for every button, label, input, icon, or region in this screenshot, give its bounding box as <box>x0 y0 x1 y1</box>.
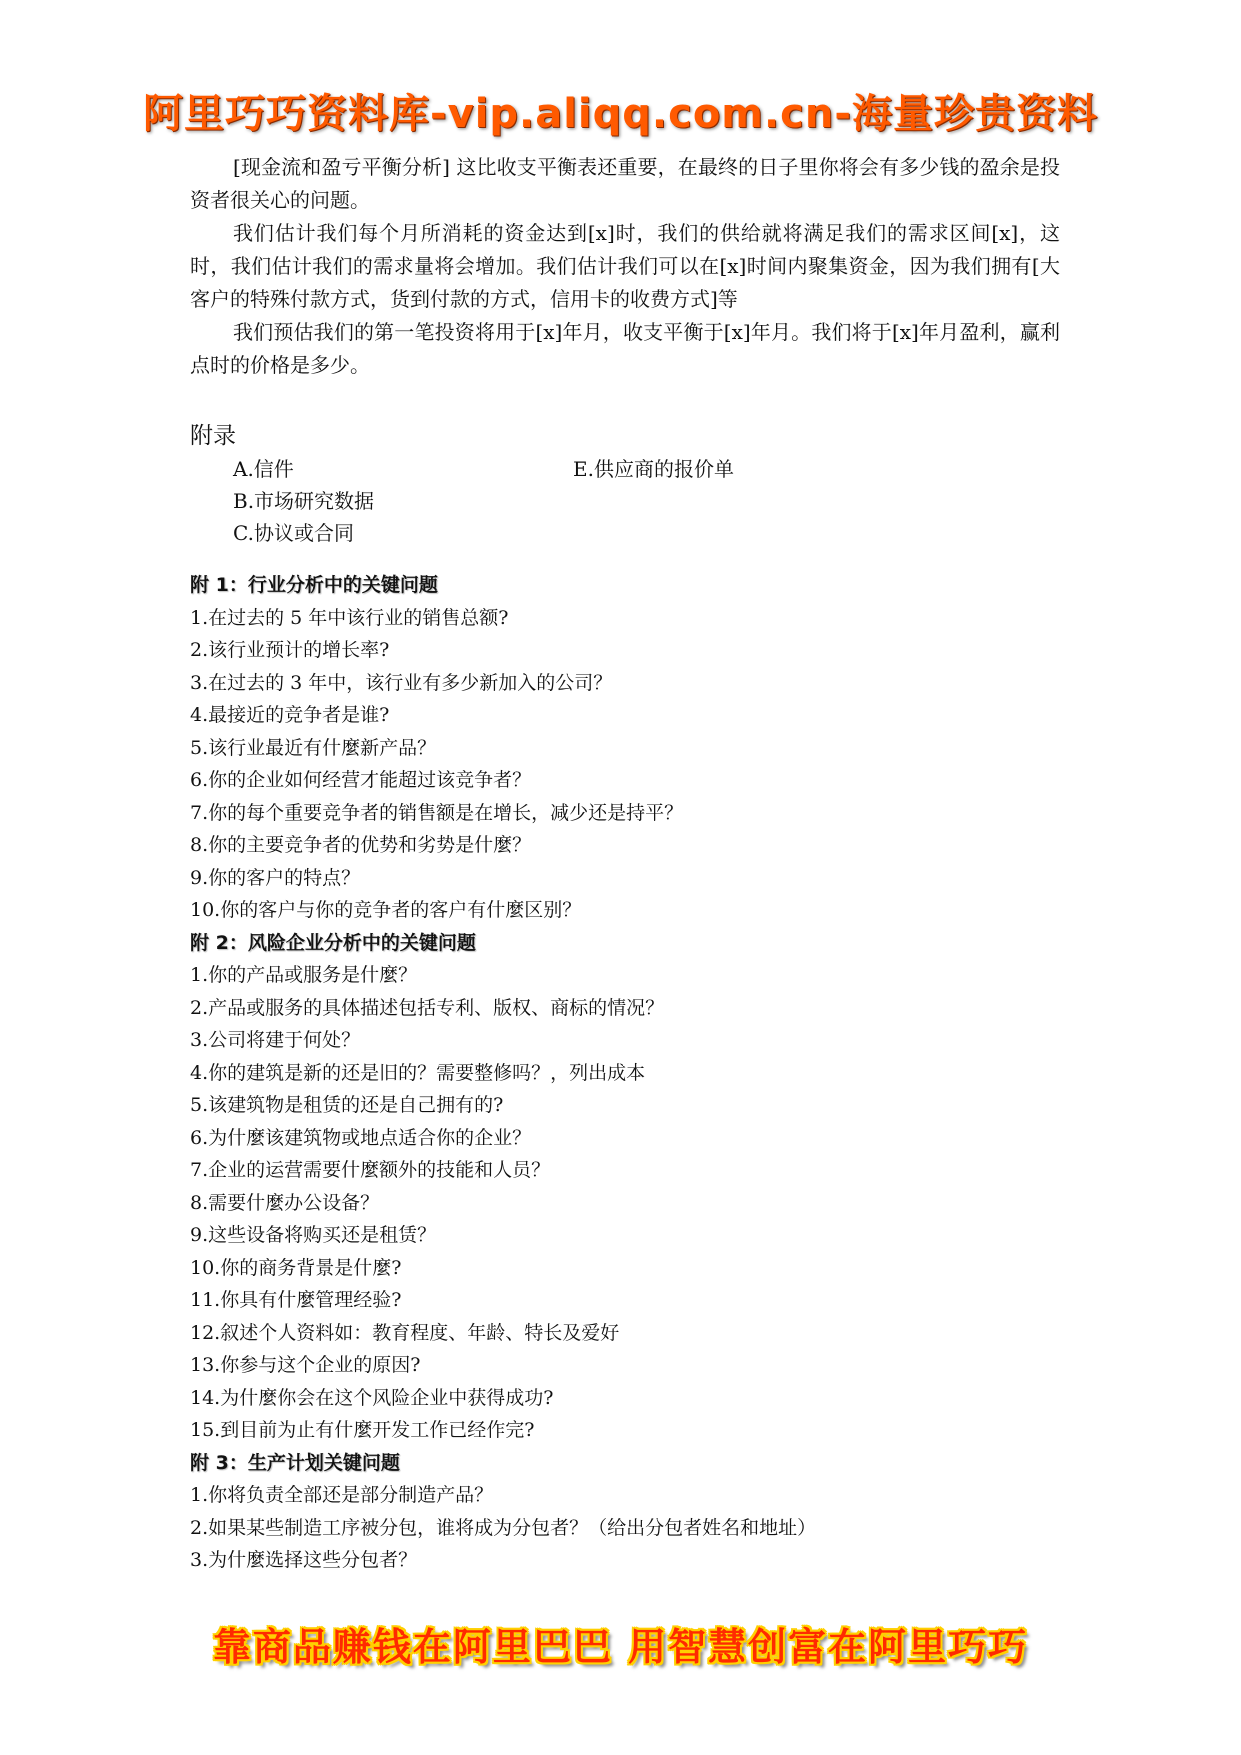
appendix-item-c: C.协议或合同 <box>233 521 354 545</box>
appendix-item-a: A.信件 <box>233 457 294 481</box>
list-item: 15.到目前为止有什麼开发工作已经作完? <box>190 1419 535 1441</box>
list-item: 1.你将负责全部还是部分制造产品？ <box>190 1484 494 1506</box>
list-item: 5.该行业最近有什麼新产品？ <box>190 736 437 759</box>
section-3-questions <box>190 1479 1060 1577</box>
appendix-list <box>233 453 1060 549</box>
list-item: 8.你的主要竞争者的优势和劣势是什麼？ <box>190 834 532 856</box>
footer-banner: 靠商品赚钱在阿里巴巴 用智慧创富在阿里巧巧 <box>212 1625 1029 1669</box>
list-item: 10.你的客户与你的竞争者的客户有什麼区别？ <box>190 899 582 921</box>
paragraph-funding: 我们估计我们每个月所消耗的资金达到[x]时，我们的供给就将满足我们的需求区间[x]，这时，我们估计我们的需求量将会增加。我们估计我们可以在[x]时间内聚集资金，因为我们拥有[大客户的特殊付款方式，货到付款的方式，信用卡的收费方式]等 <box>190 221 1060 311</box>
list-item: 4.最接近的竞争者是谁? <box>190 704 390 726</box>
list-item: 14.为什麼你会在这个风险企业中获得成功? <box>190 1386 554 1409</box>
list-item: 5.该建筑物是租赁的还是自己拥有的? <box>190 1094 504 1116</box>
list-item: 13.你参与这个企业的原因? <box>190 1354 421 1376</box>
section-1-heading: 附 1：行业分析中的关键问题 <box>190 574 438 596</box>
list-item: 2.产品或服务的具体描述包括专利、版权、商标的情况？ <box>190 996 665 1019</box>
section-1-questions <box>190 602 1060 927</box>
appendix-item-empty-2 <box>573 517 973 549</box>
appendix-item-e: E.供应商的报价单 <box>573 457 734 481</box>
list-item: 1.你的产品或服务是什麼？ <box>190 964 418 986</box>
list-item: 8.需要什麼办公设备？ <box>190 1191 380 1214</box>
list-item: 2.如果某些制造工序被分包，谁将成为分包者？（给出分包者姓名和地址） <box>190 1516 817 1539</box>
list-item: 9.这些设备将购买还是租赁？ <box>190 1224 437 1246</box>
list-item: 1.在过去的 5 年中该行业的销售总额? <box>190 606 509 629</box>
list-item: 12.叙述个人资料如：教育程度、年龄、特长及爱好 <box>190 1321 620 1344</box>
list-item: 9.你的客户的特点？ <box>190 866 361 889</box>
list-item: 6.你的企业如何经营才能超过该竞争者？ <box>190 769 532 791</box>
section-3-heading: 附 3：生产计划关键问题 <box>190 1451 400 1474</box>
appendix-item-empty-1 <box>573 485 973 517</box>
list-item: 7.企业的运营需要什麼额外的技能和人员？ <box>190 1159 551 1181</box>
section-2-heading: 附 2：风险企业分析中的关键问题 <box>190 931 476 954</box>
appendix-title: 附录 <box>190 423 236 449</box>
list-item: 3.在过去的 3 年中，该行业有多少新加入的公司？ <box>190 671 613 694</box>
list-item: 2.该行业预计的增长率? <box>190 639 390 661</box>
list-item: 7.你的每个重要竞争者的销售额是在增长，减少还是持平？ <box>190 801 684 824</box>
appendix-item-b: B.市场研究数据 <box>233 489 375 513</box>
paragraph-investment: 我们预估我们的第一笔投资将用于[x]年月，收支平衡于[x]年月。我们将于[x]年月盈利，赢利点时的价格是多少。 <box>190 320 1060 377</box>
list-item: 11.你具有什麼管理经验? <box>190 1289 402 1311</box>
list-item: 10.你的商务背景是什麼? <box>190 1256 402 1279</box>
list-item: 6.为什麼该建筑物或地点适合你的企业？ <box>190 1126 532 1149</box>
section-2-questions <box>190 959 1060 1447</box>
paragraph-cashflow: [现金流和盈亏平衡分析] 这比收支平衡表还重要，在最终的日子里你将会有多少钱的盈余是投资者很关心的问题。 <box>190 155 1060 212</box>
list-item: 3.公司将建于何处？ <box>190 1029 361 1051</box>
list-item: 4.你的建筑是新的还是旧的？需要整修吗？，列出成本 <box>190 1061 646 1084</box>
list-item: 3.为什麼选择这些分包者？ <box>190 1549 418 1571</box>
document-body <box>190 151 1060 1577</box>
header-banner: 阿里巧巧资料库-vip.aliqq.com.cn-海量珍贵资料 <box>143 91 1098 137</box>
